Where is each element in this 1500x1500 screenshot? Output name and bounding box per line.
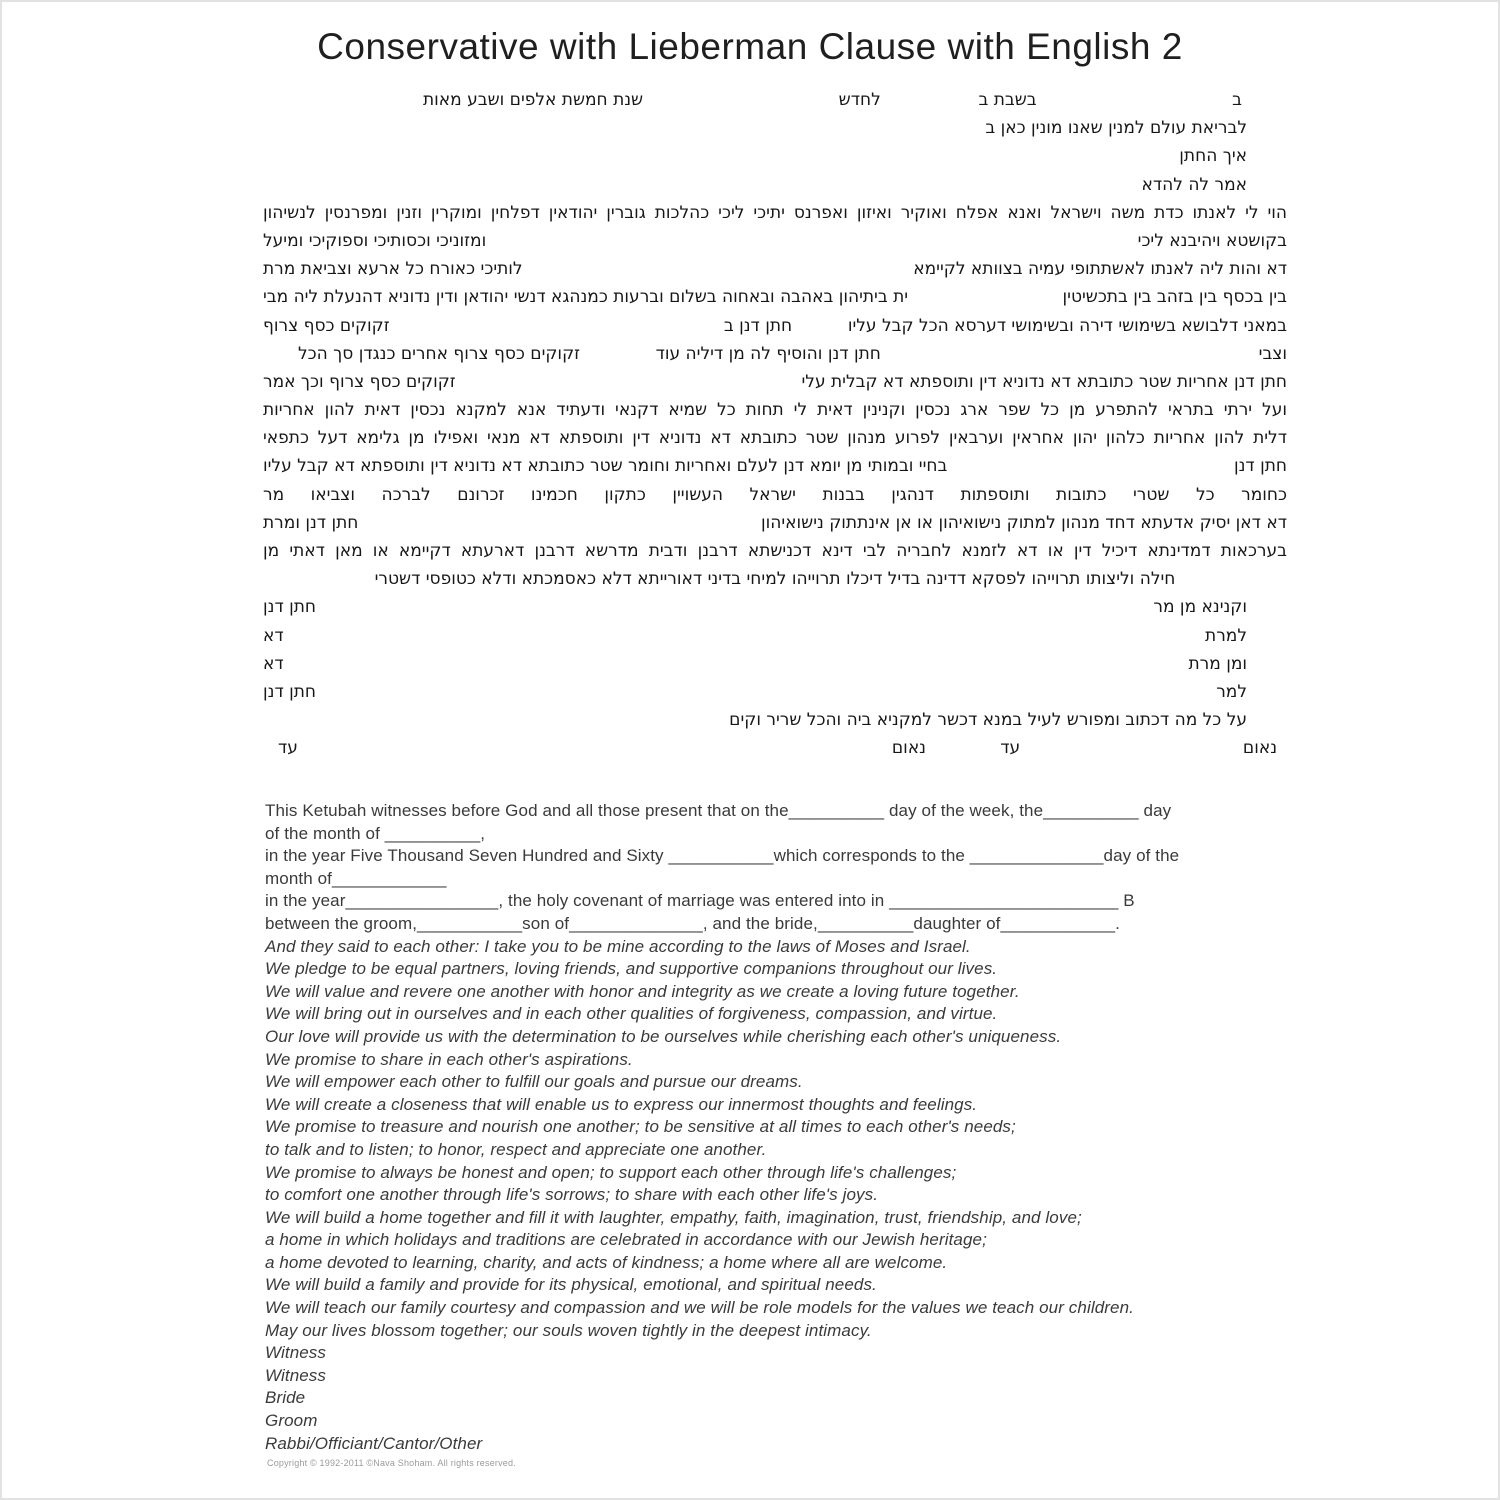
hebrew-text-segment: למרת: [1205, 625, 1247, 646]
hebrew-text-segment: דלית להון אחריות כלהון יהון אחראין וערבאין לפרוע מנהון שטר כתובתא דא נדוניא דין ותוספתא דא מנאי ואפילו מן גלימא דעל כתפאי: [263, 428, 1287, 449]
hebrew-text-segment: כחומר כל שטרי כתובות ותוספתות דנהגין בבנות ישראל העשויין כתקון חכמינו זכרונם לברכה וצביאו מר: [263, 484, 1287, 505]
hebrew-line: [263, 199, 1287, 227]
hebrew-text-segment: ית ביתיהון באהבה ובאחוה בשלום וברעות כמנהגא דנשי יהודאן ודין נדוניא דהנעלת ליה מבי: [263, 287, 909, 308]
signature-label: Groom: [265, 1411, 318, 1431]
hebrew-text-segment: לחדש: [838, 90, 881, 110]
hebrew-text-segment: זקוקים כסף צרוף וכך אמר: [263, 371, 456, 392]
hebrew-text-segment: במאני דלבושא בשימושי דירה ובשימושי דערסא הכל קבל עליו: [847, 315, 1287, 336]
hebrew-text-segment: עד: [278, 738, 298, 759]
hebrew-text-segment: חתן דנן: [1233, 456, 1287, 477]
hebrew-text-segment: עד: [1000, 738, 1021, 759]
hebrew-line: [263, 283, 1287, 311]
hebrew-text-segment: חתן דנן ב: [723, 315, 793, 336]
hebrew-text-segment: ומזוניכי וכסותיכי וספוקיכי ומיעל: [263, 230, 487, 251]
english-vow-line: We pledge to be equal partners, loving friends, and supportive companions throughout our lives.: [265, 959, 998, 979]
hebrew-line: [263, 650, 1287, 678]
english-vow-line: We promise to treasure and nourish one another; to be sensitive at all times to each other's needs;: [265, 1117, 1016, 1137]
page-title: Conservative with Lieberman Clause with English 2: [317, 26, 1183, 67]
english-vow-line: May our lives blossom together; our souls woven tightly in the deepest intimacy.: [265, 1320, 872, 1340]
hebrew-line: [263, 593, 1287, 621]
english-intro-line: in the year________________, the holy covenant of marriage was entered into in ________________________ B: [265, 891, 1135, 911]
hebrew-text-segment: חתן דנן אחריות שטר כתובתא דא נדוניא דין ותוספתא דא קבלית עלי: [801, 371, 1287, 392]
hebrew-text-segment: דא: [263, 625, 284, 646]
signature-label: Witness: [265, 1343, 327, 1363]
hebrew-text-segment: חתן דנן והוסיף לה מן דיליה עוד: [655, 343, 881, 364]
english-vow-line: We promise to share in each other's aspirations.: [265, 1049, 633, 1069]
hebrew-line: [263, 622, 1287, 650]
hebrew-line: [263, 537, 1287, 565]
hebrew-text-segment: אמר לה להדא: [1141, 174, 1247, 195]
english-vow-line: to comfort one another through life's sorrows; to share with each other life's joys.: [265, 1185, 879, 1205]
hebrew-line: [263, 396, 1287, 424]
english-text-block: [265, 800, 1260, 1455]
hebrew-text-segment: נאום: [891, 738, 926, 759]
hebrew-line: [263, 452, 1287, 480]
hebrew-line: [263, 424, 1287, 452]
hebrew-text-segment: נאום: [1242, 738, 1278, 759]
hebrew-line: [263, 227, 1287, 255]
english-vow-line: And they said to each other: I take you to be mine according to the laws of Moses and Israel.: [265, 936, 971, 956]
english-vow-line: We will create a closeness that will enable us to express our innermost thoughts and feelings.: [265, 1094, 978, 1114]
hebrew-line: [263, 565, 1287, 593]
hebrew-line: [263, 706, 1287, 734]
hebrew-line: [263, 368, 1287, 396]
hebrew-text-segment: חתן דנן: [263, 681, 317, 702]
hebrew-line: [263, 340, 1287, 368]
hebrew-text-segment: זקוקים כסף צרוף אחרים כנגדן סך הכל: [298, 343, 581, 364]
hebrew-text-segment: בשבת ב: [978, 90, 1037, 110]
hebrew-line: [263, 509, 1287, 537]
hebrew-line: [263, 312, 1287, 340]
hebrew-text-segment: דא דאן יסיק אדעתא דחד מנהון למתוק נישואיהון או אן אינתתוק נישואיהון: [761, 512, 1287, 533]
hebrew-text-segment: ועל ירתי בתראי להתפרע מן כל שפר ארג נכסין וקנינין דאית לי תחות כל שמיא דקנאי ודעתיד אנא למקנא נכסין דאית להון אחריות: [263, 400, 1287, 421]
hebrew-text-segment: וקנינא מן מר: [1153, 597, 1247, 618]
hebrew-text-segment: ומן מרת: [1188, 653, 1247, 674]
hebrew-text-segment: דא והות ליה לאנתו לאשתתופי עמיה בצוותא לקיימא: [913, 259, 1287, 280]
hebrew-text-segment: הוי לי לאנתו כדת משה וישראל ואנא אפלח ואוקיר ואיזון ואפרנס יתיכי ליכי כהלכות גוברין יהודאין דפלחין ומוקרין וזנין ומפרנסין לנשיהון: [263, 202, 1287, 223]
hebrew-text-segment: חתן דנן: [263, 597, 317, 618]
hebrew-text-segment: דא: [263, 653, 284, 674]
english-vow-line: We will bring out in ourselves and in each other qualities of forgiveness, compassion, and virtue.: [265, 1004, 998, 1024]
english-vow-line: We will build a home together and fill it with laughter, empathy, faith, imagination, trust, friendship, and love;: [265, 1207, 1082, 1227]
copyright-line: Copyright © 1992-2011 ©Nava Shoham. All rights reserved.: [267, 1458, 516, 1468]
hebrew-text-segment: חתן דנן ומרת: [263, 512, 359, 533]
hebrew-text-segment: למר: [1216, 681, 1247, 702]
hebrew-text-segment: איך החתן: [1179, 146, 1247, 167]
hebrew-text-segment: לבריאת עולם למנין שאנו מונין כאן ב: [985, 118, 1247, 139]
signature-label: Witness: [265, 1365, 327, 1385]
english-vow-line: Our love will provide us with the determination to be ourselves while cherishing each other's uniqueness.: [265, 1026, 1062, 1046]
english-intro-line: month of____________: [265, 868, 447, 888]
signature-label: Bride: [265, 1388, 306, 1408]
hebrew-text-segment: בערכאות דמדינתא דיכיל דין או דא לזמנא לחבריה לבי דינא דכנישתא דרבנן ודבית מדרשא דרבנן דארעתא דקיימא או מאן דאתי מן: [263, 541, 1287, 561]
hebrew-text-segment: על כל מה דכתוב ומפורש לעיל במנא דכשר למקניא ביה והכל שריר וקים: [729, 710, 1247, 731]
english-vow-line: a home devoted to learning, charity, and acts of kindness; a home where all are welcome.: [265, 1252, 948, 1272]
hebrew-text-segment: בחיי ובמותי מן יומא דנן לעלם ואחריות וחומר שטר כתובתא דא נדוניא דין ותוספתא דא קבל עליו: [263, 456, 948, 477]
hebrew-line: [263, 678, 1287, 706]
signature-label: Rabbi/Officiant/Cantor/Other: [265, 1433, 483, 1453]
hebrew-text-segment: זקוקים כסף צרוף: [263, 315, 390, 336]
english-vow-line: We will empower each other to fulfill our goals and pursue our dreams.: [265, 1072, 803, 1092]
hebrew-line: [263, 734, 1287, 762]
english-intro-line: in the year Five Thousand Seven Hundred and Sixty ___________which corresponds to the ______________day of the: [265, 846, 1180, 866]
hebrew-line: [263, 481, 1287, 509]
hebrew-line: [263, 142, 1287, 170]
hebrew-line: [263, 114, 1287, 142]
hebrew-text-segment: שנת חמשת אלפים ושבע מאות: [423, 90, 644, 110]
hebrew-text-segment: לותיכי כאורח כל ארעא וצביאת מרת: [263, 259, 523, 280]
hebrew-line: [263, 255, 1287, 283]
english-vow-line: a home in which holidays and traditions are celebrated in accordance with our Jewish heritage;: [265, 1230, 987, 1250]
english-intro-line: This Ketubah witnesses before God and all those present that on the__________ day of the week, the__________ day: [265, 801, 1172, 820]
hebrew-line: [263, 171, 1287, 199]
hebrew-text-block: [263, 86, 1287, 763]
english-vow-line: We will teach our family courtesy and compassion and we will be role models for the values we teach our children.: [265, 1298, 1134, 1318]
english-vow-line: We promise to always be honest and open; to support each other through life's challenges;: [265, 1162, 957, 1182]
english-intro-line: between the groom,___________son of______________, and the bride,__________daughter of____________.: [265, 913, 1120, 933]
hebrew-text-segment: וצבי: [1258, 343, 1288, 364]
hebrew-text-segment: בקושטא ויהיבנא ליכי: [1137, 230, 1287, 251]
hebrew-text-segment: ב: [1232, 90, 1242, 110]
english-vow-line: We will build a family and provide for its physical, emotional, and spiritual needs.: [265, 1275, 877, 1295]
hebrew-text-segment: חילה וליצותו תרוייהו לפסקא דדינה בדיל דיכלו תרוייהו למיחי בדיני דאורייתא דלא כאסמכתא ודלא כטופסי דשטרי: [374, 569, 1176, 590]
hebrew-line: [263, 86, 1287, 114]
english-intro-line: of the month of __________,: [265, 823, 486, 843]
english-vow-line: to talk and to listen; to honor, respect and appreciate one another.: [265, 1139, 767, 1159]
hebrew-text-segment: בין בכסף בין בזהב בין בתכשיטין: [1062, 287, 1287, 308]
english-vow-line: We will value and revere one another with honor and integrity as we create a loving future together.: [265, 981, 1020, 1001]
